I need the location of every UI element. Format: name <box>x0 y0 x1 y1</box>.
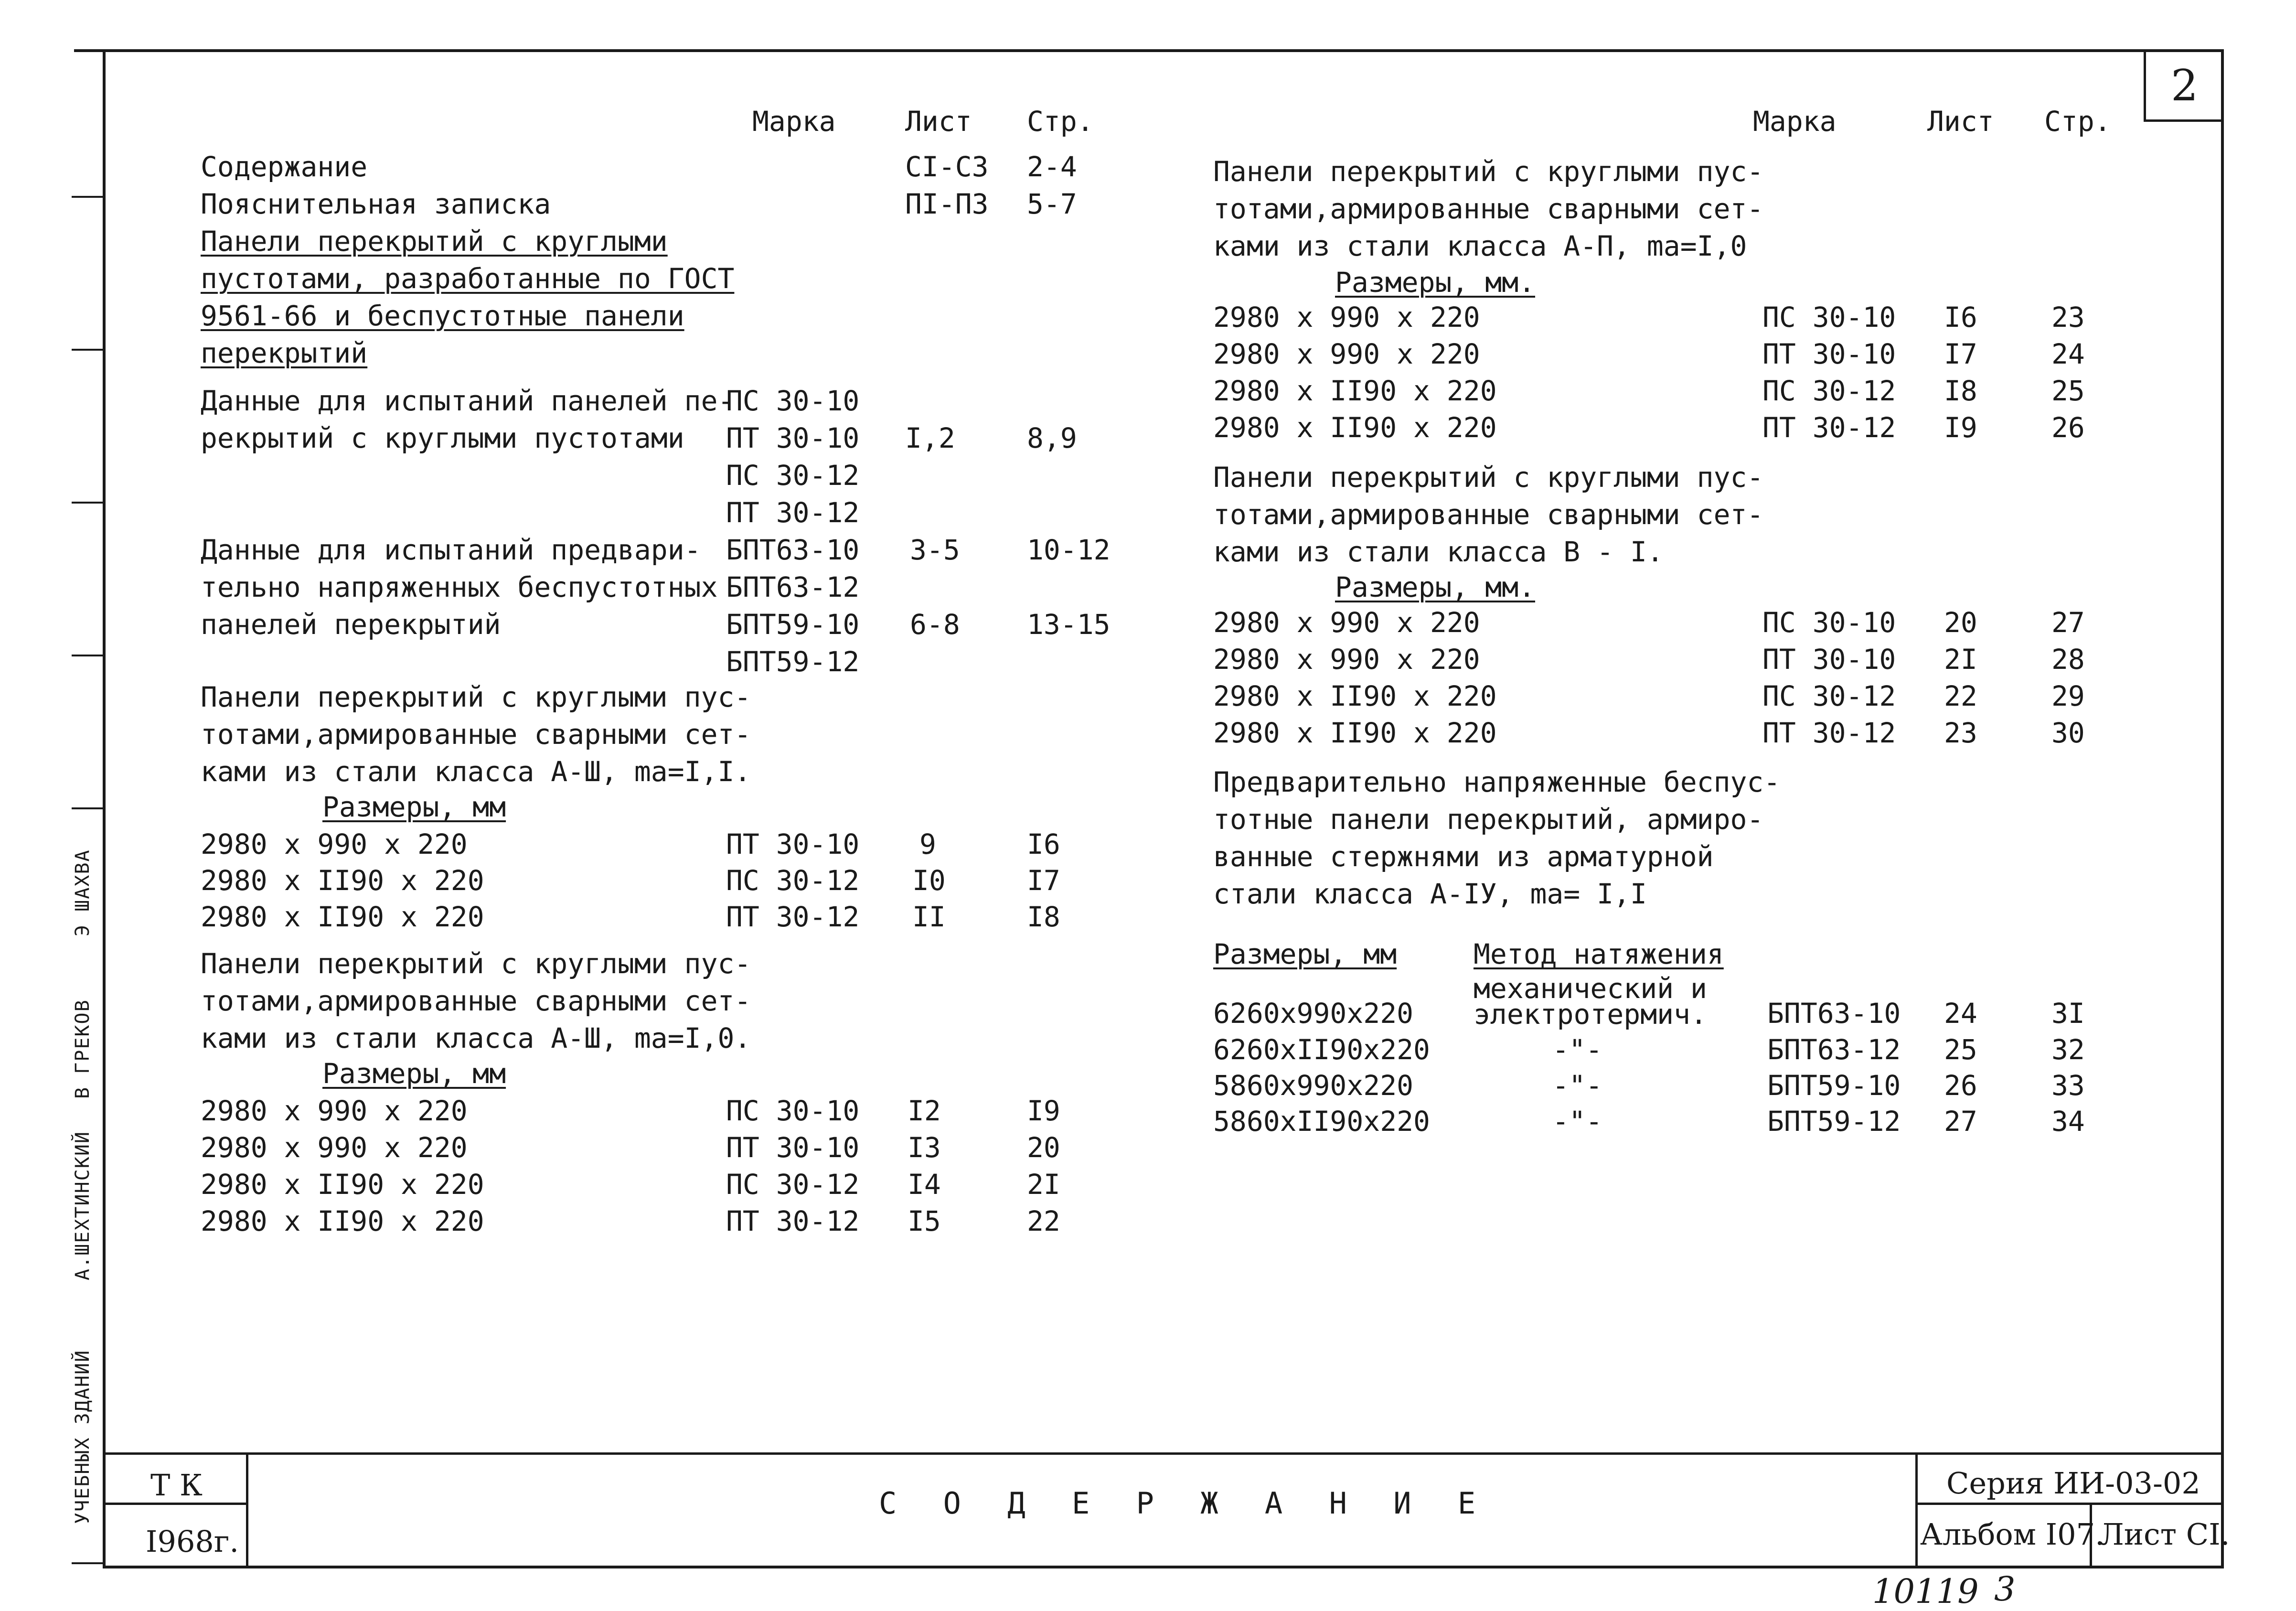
table-row-list: 22 <box>1944 680 1977 712</box>
table-row-list: 20 <box>1944 606 1977 639</box>
table-row-str: 33 <box>2051 1069 2085 1102</box>
table-row-str: 20 <box>1027 1131 1060 1164</box>
right-header-list: Лист <box>1927 105 1994 138</box>
sec-pre-line: Предварительно напряженные беспус- <box>1213 766 1781 798</box>
stamp-series: Серия ИИ-03-02 <box>1946 1466 2200 1501</box>
handwritten-page: 3 <box>1994 1569 2016 1609</box>
table-row-size: 5860x990x220 <box>1213 1069 1414 1102</box>
table-row-mark: ПТ 30-12 <box>1762 717 1896 749</box>
table-row-mark: БПТ63-12 <box>1767 1033 1901 1066</box>
sec-b1-line: ками из стали класса В - I. <box>1213 536 1664 568</box>
test1-str: 8,9 <box>1027 422 1077 454</box>
table-row-mark: ПТ 30-12 <box>726 901 860 933</box>
frame-top <box>74 49 2223 52</box>
table-row-list: I8 <box>1944 375 1977 407</box>
table-row-mark: ПС 30-10 <box>726 1095 860 1127</box>
table-row-mark: ПТ 30-10 <box>1762 338 1896 370</box>
sec-b1-line: Панели перекрытий с круглыми пус- <box>1213 461 1764 494</box>
table-row-size: 2980 x II90 x 220 <box>201 1205 484 1237</box>
table-row-mark: ПС 30-12 <box>726 1168 860 1201</box>
right-header-marka: Марка <box>1753 105 1837 138</box>
section1-line: пустотами, разработанные по ГОСТ <box>201 262 735 295</box>
stamp-right-h <box>1915 1503 2223 1505</box>
table-row-str: 3I <box>2051 997 2085 1030</box>
left-header-str: Стр. <box>1027 105 1094 138</box>
table-row-mark: ПТ 30-10 <box>726 828 860 860</box>
sheetnum-box-left <box>2144 49 2146 121</box>
table-row-list: 24 <box>1944 997 1977 1030</box>
table-row-list: I9 <box>1944 411 1977 444</box>
test2-mark: БПТ59-12 <box>726 645 860 678</box>
stamp-album: Альбом I07. <box>1920 1517 2104 1552</box>
test1-mark: ПС 30-12 <box>726 459 860 492</box>
table-row-list: II <box>912 901 946 933</box>
table-row-method: -"- <box>1552 1069 1602 1102</box>
stamp-year: I968г. <box>146 1524 239 1559</box>
sec-a3-line: ками из стали класса А-Ш, ma=I,I. <box>201 755 751 788</box>
table-row-list: I5 <box>908 1205 941 1237</box>
sec-a2-sizes: Размеры, мм. <box>1335 266 1536 299</box>
table-row-size: 5860xII90x220 <box>1213 1105 1430 1138</box>
contents-str: 2-4 <box>1027 150 1077 183</box>
pre-method-value: механический и <box>1474 972 1707 1005</box>
table-row-size: 2980 x II90 x 220 <box>1213 411 1497 444</box>
sec-pre-line: тотные панели перекрытий, армиро- <box>1213 803 1764 836</box>
test2-str: 10-12 <box>1027 534 1111 566</box>
left-header-marka: Марка <box>752 105 836 138</box>
table-row-str: I6 <box>1027 828 1060 860</box>
table-row-list: I7 <box>1944 338 1977 370</box>
margin-text-d: Э ШАХВА <box>72 849 94 936</box>
frame-left <box>103 49 106 1568</box>
stamp-title: С О Д Е Р Ж А Н И Е <box>879 1486 1490 1521</box>
sec-a3-line: тотами,армированные сварными сет- <box>201 718 751 751</box>
table-row-str: 27 <box>2051 606 2085 639</box>
margin-tick <box>72 349 103 351</box>
sec-pre-line: стали класса А-IУ, ma= I,I <box>1213 878 1647 910</box>
sec-a3-line: Панели перекрытий с круглыми пус- <box>201 681 751 713</box>
table-row-mark: ПТ 30-10 <box>726 1131 860 1164</box>
test2-mark: БПТ59-10 <box>726 608 860 641</box>
sheetnum-box-bottom <box>2144 119 2224 122</box>
test1-mark: ПТ 30-10 <box>726 422 860 454</box>
section1-line: 9561-66 и беспустотные панели <box>201 300 684 332</box>
table-row-str: I8 <box>1027 901 1060 933</box>
sec-pre-line: ванные стержнями из арматурной <box>1213 840 1714 873</box>
pre-sizes-header: Размеры, мм <box>1213 938 1397 970</box>
margin-text-c: В ГРЕКОВ <box>72 999 94 1099</box>
table-row-str: 25 <box>2051 375 2085 407</box>
note-str: 5-7 <box>1027 188 1077 220</box>
table-row-size: 2980 x 990 x 220 <box>1213 301 1480 333</box>
section1-line: Панели перекрытий с круглыми <box>201 225 668 258</box>
table-row-list: 2I <box>1944 643 1977 676</box>
sec-a3b-line: Панели перекрытий с круглыми пус- <box>201 947 751 980</box>
sec-a3b-line: ками из стали класса А-Ш, ma=I,0. <box>201 1022 751 1054</box>
table-row-mark: ПТ 30-12 <box>726 1205 860 1237</box>
table-row-list: I6 <box>1944 301 1977 333</box>
test1-line: рекрытий с круглыми пустотами <box>201 422 684 454</box>
test1-mark: ПС 30-10 <box>726 385 860 417</box>
table-row-list: I0 <box>912 864 946 897</box>
sec-a3-sizes: Размеры, мм <box>322 791 506 823</box>
test2-mark: БПТ63-10 <box>726 534 860 566</box>
frame-right <box>2221 49 2224 1568</box>
stamp-left-sep <box>246 1452 248 1567</box>
test1-list: I,2 <box>905 422 955 454</box>
left-header-list: Лист <box>905 105 972 138</box>
table-row-size: 2980 x 990 x 220 <box>1213 606 1480 639</box>
right-header-str: Стр. <box>2044 105 2111 138</box>
pre-method-value: электротермич. <box>1474 998 1707 1031</box>
note-label: Пояснительная записка <box>201 188 551 220</box>
table-row-list: 27 <box>1944 1105 1977 1138</box>
table-row-mark: БПТ63-10 <box>1767 997 1901 1030</box>
stamp-top <box>103 1452 2224 1455</box>
table-row-mark: ПТ 30-10 <box>1762 643 1896 676</box>
table-row-list: I2 <box>908 1095 941 1127</box>
table-row-mark: ПС 30-12 <box>1762 375 1896 407</box>
test1-mark: ПТ 30-12 <box>726 496 860 529</box>
margin-text-b: А.ШЕХТИНСКИЙ <box>72 1131 94 1280</box>
sheet-number: 2 <box>2171 61 2199 111</box>
table-row-str: 34 <box>2051 1105 2085 1138</box>
table-row-size: 2980 x II90 x 220 <box>1213 717 1497 749</box>
table-row-method: -"- <box>1552 1033 1602 1066</box>
test2-line: тельно напряженных беспустотных <box>201 571 718 603</box>
sec-a2-line: ками из стали класса А-П, ma=I,0 <box>1213 230 1747 262</box>
stamp-org: Т К <box>150 1468 203 1503</box>
table-row-size: 2980 x 990 x 220 <box>1213 643 1480 676</box>
section1-line: перекрытий <box>201 337 368 369</box>
contents-label: Содержание <box>201 150 368 183</box>
frame-bottom <box>103 1566 2224 1568</box>
table-row-size: 2980 x II90 x 220 <box>201 1168 484 1201</box>
table-row-str: 32 <box>2051 1033 2085 1066</box>
table-row-str: I7 <box>1027 864 1060 897</box>
table-row-list: 26 <box>1944 1069 1977 1102</box>
table-row-str: 24 <box>2051 338 2085 370</box>
test2-str: 13-15 <box>1027 608 1111 641</box>
margin-tick <box>72 502 103 504</box>
sec-a3b-line: тотами,армированные сварными сет- <box>201 985 751 1017</box>
stamp-left-h <box>103 1503 246 1505</box>
table-row-size: 2980 x 990 x 220 <box>201 1095 468 1127</box>
margin-tick <box>72 655 103 656</box>
table-row-size: 2980 x 990 x 220 <box>1213 338 1480 370</box>
table-row-size: 2980 x II90 x 220 <box>1213 375 1497 407</box>
table-row-str: I9 <box>1027 1095 1060 1127</box>
handwritten-number: 10119 <box>1872 1572 1979 1611</box>
table-row-list: I4 <box>908 1168 941 1201</box>
table-row-list: I3 <box>908 1131 941 1164</box>
table-row-mark: ПС 30-12 <box>1762 680 1896 712</box>
test2-line: панелей перекрытий <box>201 608 501 641</box>
table-row-mark: ПС 30-12 <box>726 864 860 897</box>
table-row-str: 28 <box>2051 643 2085 676</box>
stamp-right-sep <box>1915 1452 1918 1567</box>
sec-b1-line: тотами,армированные сварными сет- <box>1213 498 1764 531</box>
margin-tick <box>72 807 103 809</box>
table-row-str: 2I <box>1027 1168 1060 1201</box>
test1-line: Данные для испытаний панелей пе- <box>201 385 735 417</box>
table-row-mark: ПТ 30-12 <box>1762 411 1896 444</box>
table-row-size: 6260x990x220 <box>1213 997 1414 1030</box>
frame-top-left <box>74 49 112 52</box>
note-list: ПI-П3 <box>905 188 989 220</box>
sec-a2-line: тотами,армированные сварными сет- <box>1213 193 1764 225</box>
table-row-size: 2980 x II90 x 220 <box>1213 680 1497 712</box>
test2-line: Данные для испытаний предвари- <box>201 534 701 566</box>
stamp-sheet: Лист CI. <box>2099 1517 2230 1552</box>
test2-mark: БПТ63-12 <box>726 571 860 603</box>
table-row-method: -"- <box>1552 1105 1602 1138</box>
test2-list: 3-5 <box>910 534 960 566</box>
table-row-size: 6260xII90x220 <box>1213 1033 1430 1066</box>
test2-list: 6-8 <box>910 608 960 641</box>
table-row-str: 22 <box>1027 1205 1060 1237</box>
table-row-mark: БПТ59-12 <box>1767 1105 1901 1138</box>
table-row-size: 2980 x II90 x 220 <box>201 901 484 933</box>
sec-a2-line: Панели перекрытий с круглыми пус- <box>1213 155 1764 188</box>
table-row-size: 2980 x 990 x 220 <box>201 1131 468 1164</box>
margin-tick <box>72 196 103 198</box>
table-row-str: 29 <box>2051 680 2085 712</box>
table-row-str: 23 <box>2051 301 2085 333</box>
table-row-mark: ПС 30-10 <box>1762 606 1896 639</box>
table-row-size: 2980 x 990 x 220 <box>201 828 468 860</box>
table-row-mark: ПС 30-10 <box>1762 301 1896 333</box>
table-row-list: 25 <box>1944 1033 1977 1066</box>
sec-b1-sizes: Размеры, мм. <box>1335 571 1536 603</box>
sec-a3b-sizes: Размеры, мм <box>322 1057 506 1090</box>
pre-method-header: Метод натяжения <box>1474 938 1724 970</box>
table-row-list: 23 <box>1944 717 1977 749</box>
margin-text-a: УЧЕБНЫХ ЗДАНИЙ <box>72 1349 94 1524</box>
table-row-str: 30 <box>2051 717 2085 749</box>
contents-list: CI-C3 <box>905 150 989 183</box>
margin-tick <box>72 1562 103 1564</box>
table-row-list: 9 <box>919 828 936 860</box>
table-row-size: 2980 x II90 x 220 <box>201 864 484 897</box>
table-row-mark: БПТ59-10 <box>1767 1069 1901 1102</box>
table-row-str: 26 <box>2051 411 2085 444</box>
